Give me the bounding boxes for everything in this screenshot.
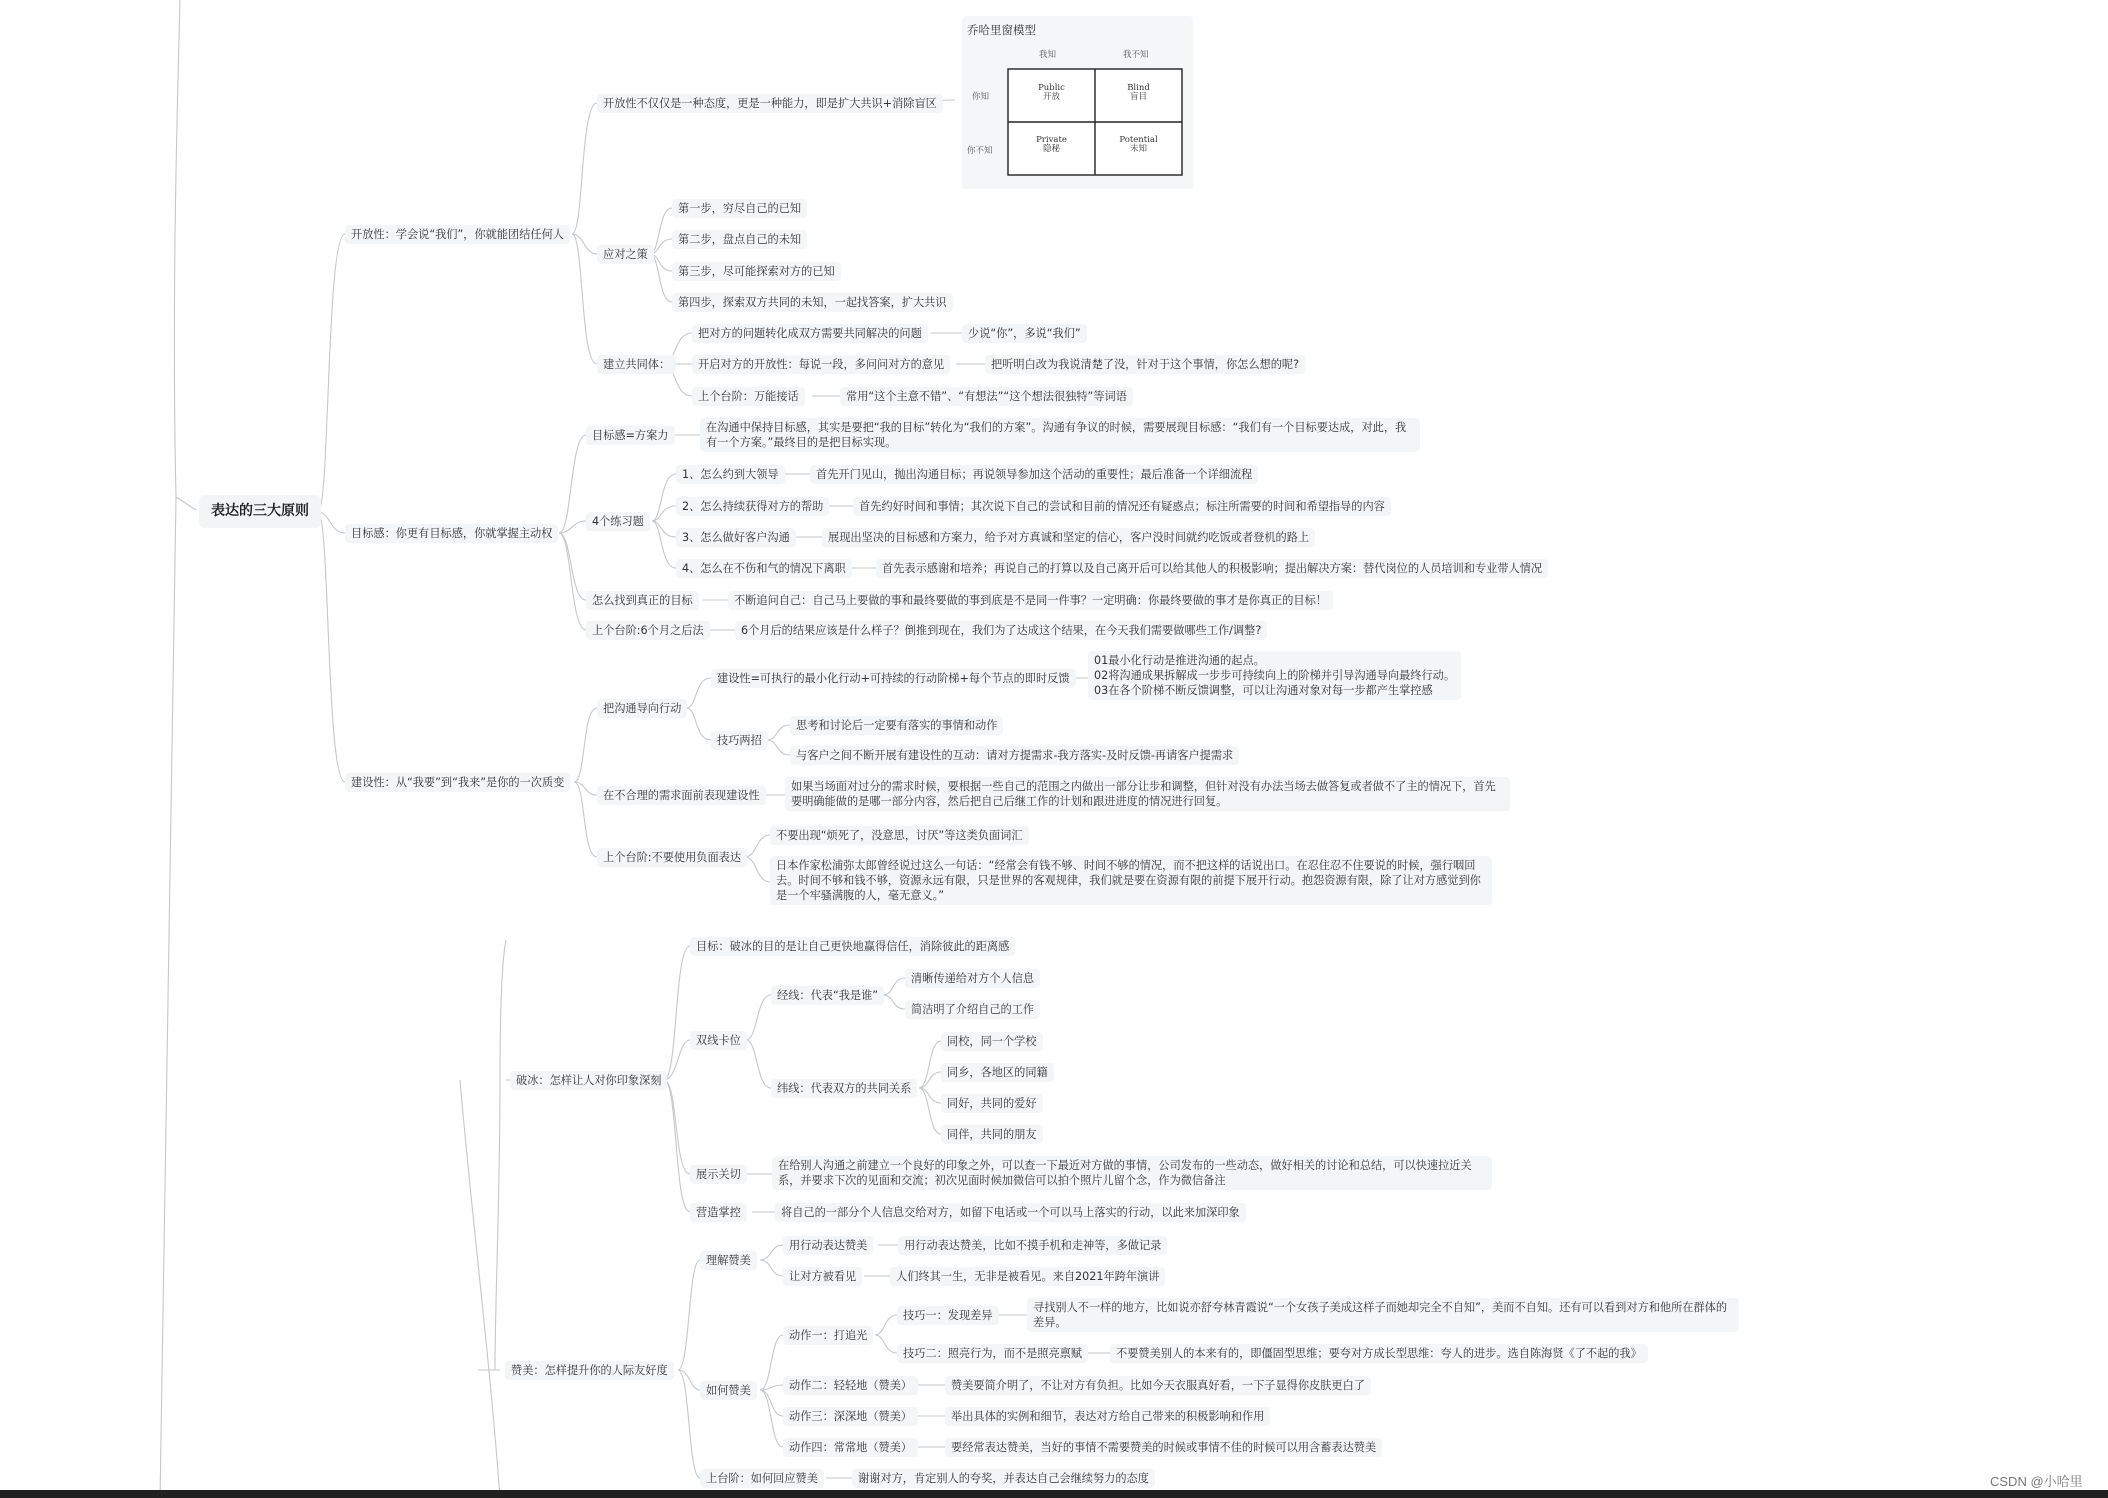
johari-public-cn: 开放 [1042,92,1060,102]
bottom-bar [0,1490,2108,1498]
tip-1[interactable]: 思考和讨论后一定要有落实的事情和动作 [790,716,1003,735]
johari-quadrant-potential [1095,136,1182,154]
johari-window-card[interactable] [962,16,1193,189]
weft-2[interactable]: 同乡，各地区的同籍 [941,1063,1054,1082]
goal-find-real-detail[interactable]: 不断追问自己：自己马上要做的事和最终要做的事到底是不是同一件事？一定明确：你最终要做的事才是你真正的目标！ [728,591,1333,610]
constructive-no-negative[interactable]: 上个台阶:不要使用负面表达 [597,848,747,867]
praise-respond[interactable]: 上台阶：如何回应赞美 [700,1469,824,1488]
openness-step-4[interactable]: 第四步，探索双方共同的未知，一起找答案，扩大共识 [672,293,953,312]
spotlight-tip-2-detail[interactable]: 不要赞美别人的本来有的，即僵固型思维；要夸对方成长型思维：夸人的进步。选自陈海贤《了不起的我》 [1110,1344,1648,1363]
exercise-4[interactable]: 4、怎么在不伤和气的情况下离职 [676,559,852,578]
constructive-formula[interactable]: 建设性=可执行的最小化行动+可持续的行动阶梯+每个节点的即时反馈 [711,669,1076,688]
johari-quadrant-public [1008,84,1095,102]
goal-plan-detail[interactable]: 在沟通中保持目标感，其实是要把“我的目标”转化为“我们的方案”。沟通有争议的时候，需要展现目标感：“我们有一个目标要达成，对此，我有一个方案。”最终目的是把目标实现。 [700,418,1420,452]
community-item-3[interactable]: 上个台阶：万能接话 [692,387,805,406]
weft-line[interactable]: 纬线：代表双方的共同关系 [771,1079,917,1098]
tip-2[interactable]: 与客户之间不断开展有建设性的互动：请对方提需求-我方落实-及时反馈-再请客户提需求 [790,746,1239,765]
spotlight-tip-2[interactable]: 技巧二：照亮行为，而不是照亮禀赋 [897,1344,1088,1363]
goal-six-months-detail[interactable]: 6个月后的结果应该是什么样子？倒推到现在，我们为了达成这个结果，在今天我们需要做哪些工作/调整? [735,621,1267,640]
action-lightly[interactable]: 动作二：轻轻地（赞美） [783,1376,918,1395]
topic-openness[interactable]: 开放性：学会说“我们”，你就能团结任何人 [345,225,570,244]
exercise-1-detail[interactable]: 首先开门见山，抛出沟通目标；再说领导参加这个活动的重要性；最后准备一个详细流程 [810,465,1258,484]
johari-row-unknown: 你不知 [967,146,993,156]
openness-strategy[interactable]: 应对之策 [597,245,654,264]
no-negative-words[interactable]: 不要出现“烦死了，没意思，讨厌”等这类负面词汇 [770,826,1029,845]
topic-goal[interactable]: 目标感：你更有目标感，你就掌握主动权 [345,524,558,543]
johari-blind-en: Blind [1127,83,1150,93]
praise-understand[interactable]: 理解赞美 [700,1251,757,1270]
constructive-unreasonable-detail[interactable]: 如果当场面对过分的需求时候，要根据一些自己的范围之内做出一部分让步和调整，但针对没有办法当场去做答复或者做不了主的情况下，首先要明确能做的是哪一部分内容，然后把自己后继工作的计划和跟进进度的情况进行回复。 [785,777,1510,811]
warp-2[interactable]: 简洁明了介绍自己的工作 [905,1000,1040,1019]
johari-col-unknown: 我不知 [1123,50,1149,60]
praise-by-action[interactable]: 用行动表达赞美 [783,1236,873,1255]
warp-line[interactable]: 经线：代表“我是谁” [771,986,884,1005]
action-lightly-detail[interactable]: 赞美要简介明了，不让对方有负担。比如今天衣服真好看，一下子显得你皮肤更白了 [945,1376,1371,1395]
exercise-4-detail[interactable]: 首先表示感谢和培养；再说自己的打算以及自己离开后可以给其他人的积极影响；提出解决方案：替代岗位的人员培训和专业带人情况 [876,559,1548,578]
action-often[interactable]: 动作四：常常地（赞美） [783,1438,918,1457]
constructive-action[interactable]: 把沟通导向行动 [597,699,687,718]
goal-six-months[interactable]: 上个台阶:6个月之后法 [586,621,710,640]
johari-potential-cn: 未知 [1129,144,1147,154]
spotlight-tip-1-detail[interactable]: 寻找别人不一样的地方，比如说亦舒夸林青霞说“一个女孩子美成这样子而她却完全不自知”，美而不自知。还有可以看到对方和他所在群体的差异。 [1027,1298,1739,1332]
praise-by-action-detail[interactable]: 用行动表达赞美，比如不摸手机和走神等，多做记录 [898,1236,1167,1255]
openness-community[interactable]: 建立共同体： [597,355,676,374]
icebreak-dual-line[interactable]: 双线卡位 [690,1031,747,1050]
community-item-1-detail[interactable]: 少说“你”，多说“我们” [962,324,1087,343]
root-topic[interactable]: 表达的三大原则 [199,495,321,528]
johari-public-en: Public [1038,83,1065,93]
no-negative-quote[interactable]: 日本作家松浦弥太郎曾经说过这么一句话：“经常会有钱不够、时间不够的情况，而不把这样的话说出口。在忍住忍不住要说的时候，强行咽回去。时间不够和钱不够，资源永远有限，只是世界的客观规律，我们就是要在资源有限的前提下展开行动。抱怨资源有限，除了让对方感觉到你是一个牢骚满腹的人，毫无意义。” [770,856,1492,905]
icebreak-show-care[interactable]: 展示关切 [690,1165,747,1184]
johari-private-en: Private [1036,135,1067,145]
community-item-3-detail[interactable]: 常用“这个主意不错”、“有想法”“这个想法很独特”等词语 [840,387,1133,406]
weft-3[interactable]: 同好，共同的爱好 [941,1094,1043,1113]
openness-step-2[interactable]: 第二步，盘点自己的未知 [672,230,807,249]
praise-respond-detail[interactable]: 谢谢对方，肯定别人的夸奖，并表达自己会继续努力的态度 [852,1469,1155,1488]
johari-row-known: 你知 [972,92,990,102]
topic-constructive[interactable]: 建设性：从“我要”到“我来”是你的一次质变 [345,773,570,792]
exercise-2-detail[interactable]: 首先约好时间和事情；其次说下自己的尝试和目前的情况还有疑惑点；标注所需要的时间和希望指导的内容 [853,497,1391,516]
warp-1[interactable]: 清晰传递给对方个人信息 [905,969,1040,988]
exercise-3-detail[interactable]: 展现出坚决的目标感和方案力，给予对方真诚和坚定的信心，客户没时间就约吃饭或者登机的路上 [822,528,1315,547]
constructive-unreasonable[interactable]: 在不合理的需求面前表现建设性 [597,786,766,805]
johari-quadrant-blind [1095,84,1182,102]
praise-be-seen-detail[interactable]: 人们终其一生，无非是被看见。来自2021年跨年演讲 [890,1267,1165,1286]
exercise-3[interactable]: 3、怎么做好客户沟通 [676,528,796,547]
action-spotlight[interactable]: 动作一：打追光 [783,1326,873,1345]
community-item-1[interactable]: 把对方的问题转化成双方需要共同解决的问题 [692,324,928,343]
action-deeply-detail[interactable]: 举出具体的实例和细节，表达对方给自己带来的积极影响和作用 [945,1407,1270,1426]
johari-potential-en: Potential [1119,135,1158,145]
topic-icebreak[interactable]: 破冰：怎样让人对你印象深刻 [510,1071,667,1090]
praise-how[interactable]: 如何赞美 [700,1381,757,1400]
constructive-formula-detail[interactable]: 01最小化行动是推进沟通的起点。 02将沟通成果拆解成一步步可持续向上的阶梯并引导沟通导向最终行动。 03在各个阶梯不断反馈调整，可以让沟通对象对每一步都产生掌控感 [1088,651,1461,700]
johari-quadrant-private [1008,136,1095,154]
spotlight-tip-1[interactable]: 技巧一：发现差异 [897,1306,999,1325]
johari-blind-cn: 盲目 [1129,92,1147,102]
goal-plan[interactable]: 目标感=方案力 [586,426,675,445]
goal-find-real[interactable]: 怎么找到真正的目标 [586,591,699,610]
constructive-two-tips[interactable]: 技巧两招 [711,731,768,750]
exercise-2[interactable]: 2、怎么持续获得对方的帮助 [676,497,829,516]
johari-col-known: 我知 [1039,50,1057,60]
action-often-detail[interactable]: 要经常表达赞美，当好的事情不需要赞美的时候或事情不佳的时候可以用含蓄表达赞美 [945,1438,1382,1457]
action-deeply[interactable]: 动作三：深深地（赞美） [783,1407,918,1426]
icebreak-goal[interactable]: 目标：破冰的目的是让自己更快地赢得信任，消除彼此的距离感 [690,937,1015,956]
openness-step-1[interactable]: 第一步，穷尽自己的已知 [672,199,807,218]
icebreak-control[interactable]: 营造掌控 [690,1203,747,1222]
johari-private-cn: 隐秘 [1042,144,1060,154]
openness-definition[interactable]: 开放性不仅仅是一种态度，更是一种能力，即是扩大共识+消除盲区 [597,94,943,113]
topic-praise[interactable]: 赞美：怎样提升你的人际友好度 [505,1361,674,1380]
praise-be-seen[interactable]: 让对方被看见 [783,1267,862,1286]
exercise-1[interactable]: 1、怎么约到大领导 [676,465,785,484]
weft-1[interactable]: 同校，同一个学校 [941,1032,1043,1051]
watermark: CSDN @小哈里 [1990,1474,2083,1489]
control-detail[interactable]: 将自己的一部分个人信息交给对方，如留下电话或一个可以马上落实的行动，以此来加深印象 [775,1203,1246,1222]
johari-title: 乔哈里窗模型 [967,23,1036,37]
show-care-detail[interactable]: 在给别人沟通之前建立一个良好的印象之外，可以查一下最近对方做的事情，公司发布的一些动态，做好相关的讨论和总结，可以快速拉近关系，并要求下次的见面和交流；初次见面时候加微信可以拍个照片儿留个念，作为微信备注 [772,1156,1492,1190]
goal-exercises[interactable]: 4个练习题 [586,512,650,531]
weft-4[interactable]: 同伴，共同的朋友 [941,1125,1043,1144]
community-item-2[interactable]: 开启对方的开放性：每说一段，多问问对方的意见 [692,355,950,374]
community-item-2-detail[interactable]: 把听明白改为我说清楚了没，针对于这个事情，你怎么想的呢? [985,355,1305,374]
openness-step-3[interactable]: 第三步，尽可能探索对方的已知 [672,262,841,281]
